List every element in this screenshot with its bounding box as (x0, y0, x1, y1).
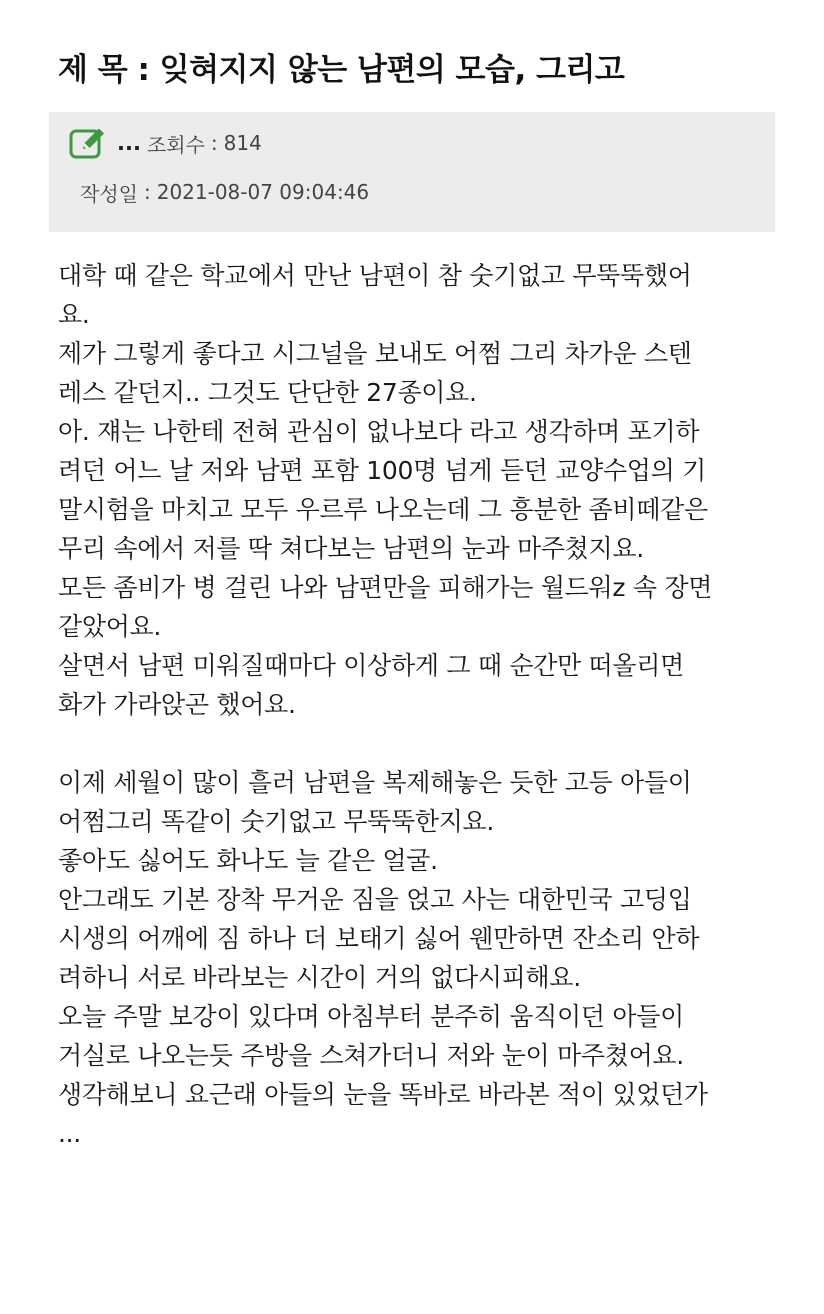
meta-date-row (80, 176, 369, 208)
body-line: 안그래도 기본 장착 무거운 짐을 얹고 사는 대한민국 고딩입 (58, 885, 692, 914)
body-line: 아. 쟤는 나한테 전혀 관심이 없나보다 라고 생각하며 포기하 (58, 417, 700, 446)
post-body (58, 256, 798, 1153)
body-line: 이제 세월이 많이 흘러 남편을 복제해놓은 듯한 고등 아들이 (58, 768, 692, 797)
post-title: 제 목 : 잊혀지지 않는 남편의 모습, 그리고 (58, 52, 625, 88)
views-separator: : (210, 131, 218, 155)
body-line: 살면서 남편 미워질때마다 이상하게 그 때 순간만 떠올리면 (58, 651, 684, 680)
body-line: 생각해보니 요근래 아들의 눈을 똑바로 바라본 적이 있었던가 (58, 1080, 708, 1109)
author-name[interactable]: ... (117, 131, 141, 155)
body-blank-line (58, 724, 798, 763)
body-line: 말시험을 마치고 모두 우르루 나오는데 그 흥분한 좀비떼같은 (58, 495, 708, 524)
body-line: 좋아도 싫어도 화나도 늘 같은 얼굴. (58, 846, 438, 875)
body-line: 화가 가라앉곤 했어요. (58, 690, 296, 719)
body-line: 려하니 서로 바라보는 시간이 거의 없다시피해요. (58, 963, 581, 992)
body-line: 무리 속에서 저를 딱 쳐다보는 남편의 눈과 마주쳤지요. (58, 534, 644, 563)
date-label: 작성일 (80, 181, 138, 206)
body-line: ... (58, 1119, 81, 1148)
body-line: 대학 때 같은 학교에서 만난 남편이 참 숫기없고 무뚝뚝했어 (58, 261, 692, 290)
date-separator: : (143, 180, 151, 204)
body-line: 어쩜그리 똑같이 숫기없고 무뚝뚝한지요. (58, 807, 495, 836)
body-line: 오늘 주말 보강이 있다며 아침부터 분주히 움직이던 아들이 (58, 1002, 684, 1031)
body-line: 제가 그렇게 좋다고 시그널을 보내도 어쩜 그리 차가운 스텐 (58, 339, 692, 368)
body-line: 모든 좀비가 병 걸린 나와 남편만을 피해가는 월드워z 속 장면 (58, 573, 713, 602)
body-line: 같았어요. (58, 612, 162, 641)
views-label: 조회수 (146, 132, 205, 157)
post-meta-box (49, 112, 775, 232)
body-line: 거실로 나오는듯 주방을 스쳐가더니 저와 눈이 마주쳤어요. (58, 1041, 684, 1070)
body-line: 려던 어느 날 저와 남편 포함 100명 넘게 듣던 교양수업의 기 (58, 456, 706, 485)
body-line: 시생의 어깨에 짐 하나 더 보태기 싫어 웬만하면 잔소리 안하 (58, 924, 700, 953)
body-line: 레스 같던지.. 그것도 단단한 27종이요. (58, 378, 477, 407)
meta-author-row (69, 124, 262, 162)
post-date: 2021-08-07 09:04:46 (156, 180, 370, 204)
edit-pencil-icon (69, 125, 109, 161)
views-count: 814 (223, 131, 262, 155)
body-line: 요. (58, 300, 90, 329)
